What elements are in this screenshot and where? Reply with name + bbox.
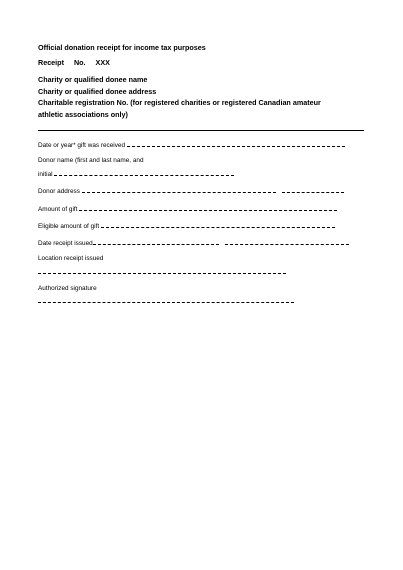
receipt-label: Receipt [38,58,64,67]
location-issued-label: Location receipt issued [38,255,104,262]
date-received-field [38,140,345,150]
donor-name-line[interactable] [54,169,234,176]
date-received-label: Date or year* gift was received [38,142,126,149]
authorized-signature-label: Authorized signature [38,285,97,292]
location-issued-line[interactable] [38,267,286,274]
donor-name-label-line1: Donor name (first and last name, and [38,157,144,164]
donor-address-line-2[interactable] [282,186,344,193]
registration-label: Charitable registration No. (for registered charities or registered Canadian amateur athletic associations only) [38,98,321,119]
date-received-line[interactable] [127,140,345,147]
amount-of-gift-field [38,204,337,214]
receipt-no-label: No. [73,58,86,67]
date-issued-field [38,238,349,248]
donor-name-label-line2: initial [38,171,53,178]
donee-name-label: Charity or qualified donee name [38,75,148,84]
receipt-number: XXX [95,58,110,67]
eligible-amount-label: Eligible amount of gift [38,223,100,230]
amount-of-gift-line[interactable] [79,204,337,211]
date-issued-line[interactable] [93,238,219,245]
authorized-signature-line[interactable] [38,296,294,303]
document-title: Official donation receipt for income tax purposes [38,43,206,52]
date-issued-label: Date receipt issued [38,240,93,247]
donor-address-label: Donor address [38,188,80,195]
eligible-amount-field [38,221,335,231]
donor-address-line[interactable] [82,186,276,193]
donor-address-field [38,186,344,196]
amount-of-gift-label: Amount of gift [38,206,78,213]
donee-address-label: Charity or qualified donee address [38,87,157,96]
date-issued-line-2[interactable] [225,238,349,245]
eligible-amount-line[interactable] [101,221,335,228]
header-divider [38,130,364,131]
donor-name-field [38,169,234,179]
location-issued-field [38,267,286,277]
receipt-number-row [38,58,110,67]
authorized-signature-field [38,296,294,306]
